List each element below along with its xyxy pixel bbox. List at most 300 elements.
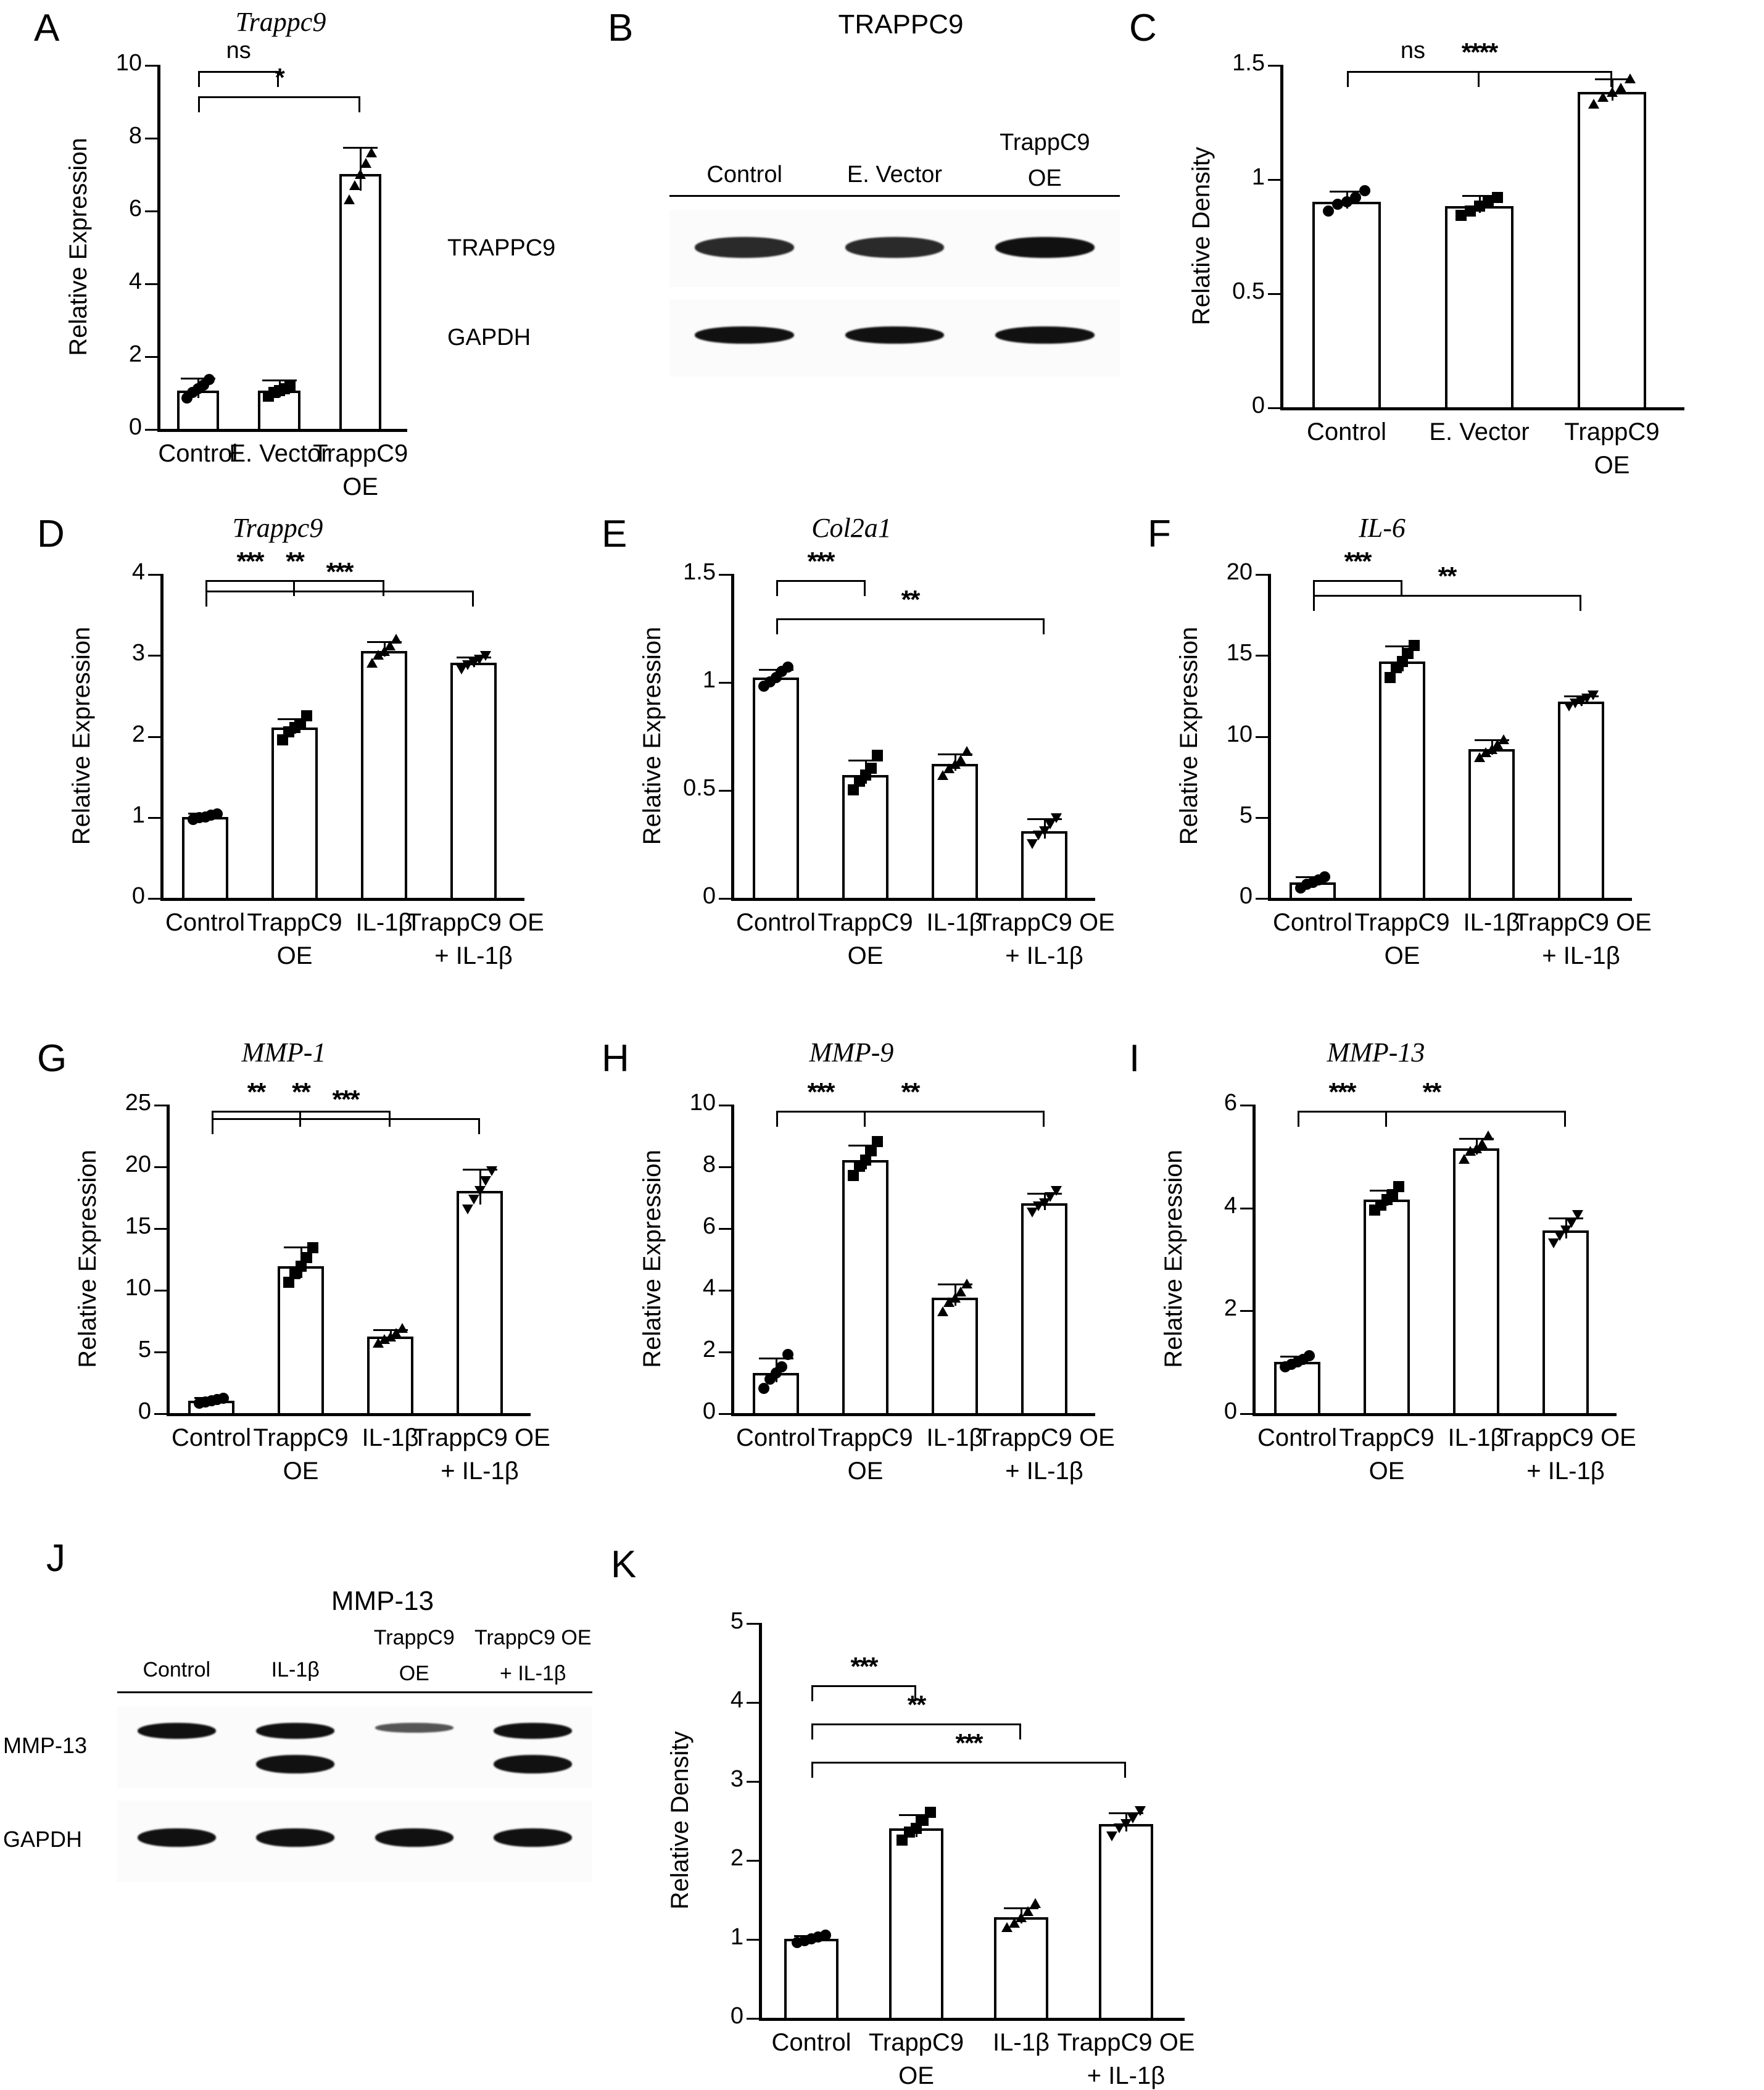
x-tick-label: OE [1594, 452, 1630, 479]
y-tick-label: 2 [730, 1845, 743, 1871]
y-tick-label: 5 [138, 1337, 151, 1362]
blot-band [494, 1755, 572, 1773]
y-tick-mark [719, 1228, 731, 1230]
bar-K-3 [1099, 1824, 1153, 2018]
y-tick-mark [1256, 574, 1268, 576]
data-point [397, 1323, 408, 1333]
panel-letter-G: G [37, 1037, 67, 1080]
y-tick-mark [148, 898, 160, 900]
y-tick-mark [1268, 65, 1280, 67]
y-tick-label: 8 [128, 123, 142, 149]
data-point [344, 194, 355, 204]
x-tick-label: TrappC9 [253, 1424, 349, 1451]
y-tick-mark [148, 655, 160, 657]
bar-C-1 [1445, 206, 1514, 407]
x-tick-label: + IL-1β [1005, 1458, 1083, 1485]
y-tick-mark [148, 574, 160, 576]
y-tick-mark [145, 283, 157, 285]
bar-A-2 [339, 174, 381, 429]
x-tick-label: IL-1β [1447, 1424, 1505, 1451]
y-tick-mark [145, 65, 157, 67]
significance-bracket [205, 591, 474, 607]
x-tick-label: OE [847, 942, 884, 969]
x-tick-label: TrappC9 OE [1498, 1424, 1636, 1451]
x-tick-label: + IL-1β [1087, 2062, 1166, 2089]
y-tick-mark [719, 1166, 731, 1168]
y-tick-label: 2 [702, 1337, 716, 1362]
y-axis-label-K: Relative Density [666, 1731, 694, 1910]
y-tick-label: 5 [730, 1608, 743, 1634]
x-tick-label: E. Vector [229, 440, 329, 467]
y-axis-label-I: Relative Expression [1160, 1150, 1187, 1368]
x-axis-F [1268, 898, 1632, 901]
blot-lane-label: E. Vector [847, 162, 943, 188]
data-point [218, 1393, 229, 1404]
data-point [961, 1279, 972, 1288]
blot-row-label: MMP-13 [3, 1732, 88, 1758]
panel-letter-H: H [602, 1037, 629, 1080]
x-tick-label: + IL-1β [1005, 942, 1083, 969]
data-point [1393, 1181, 1404, 1192]
y-tick-label: 4 [702, 1275, 716, 1301]
x-tick-label: IL-1β [1463, 909, 1520, 936]
data-point [866, 763, 877, 774]
y-tick-mark [1240, 1413, 1253, 1415]
y-tick-label: 0.5 [1232, 278, 1265, 304]
y-tick-mark [719, 1105, 731, 1106]
panel-title-B: TRAPPC9 [838, 9, 964, 39]
panel-title-J: MMP-13 [331, 1586, 434, 1616]
blot-band [256, 1828, 334, 1847]
y-tick-label: 1.5 [1232, 50, 1265, 76]
data-point [212, 808, 223, 819]
data-point [474, 1186, 486, 1196]
x-tick-label: + IL-1β [441, 1458, 519, 1485]
y-tick-mark [145, 138, 157, 139]
y-tick-mark [747, 1860, 759, 1862]
data-point [1359, 185, 1370, 196]
data-point [1483, 1130, 1494, 1140]
significance-label: ** [901, 585, 919, 614]
data-point [468, 1195, 479, 1205]
data-point [776, 1361, 787, 1372]
y-axis-label-A: Relative Expression [65, 138, 92, 356]
bar-F-3 [1558, 702, 1604, 898]
panel-letter-C: C [1129, 7, 1157, 49]
y-tick-mark [719, 1413, 731, 1415]
y-tick-label: 1 [730, 1924, 743, 1950]
blot-divider [669, 195, 1120, 197]
significance-label: *** [850, 1652, 877, 1682]
y-tick-label: 5 [1239, 802, 1253, 828]
y-tick-mark [154, 1228, 167, 1230]
panel-title-G: MMP-1 [241, 1037, 326, 1068]
panel-title-E: Col2a1 [811, 513, 892, 543]
significance-bracket [1347, 71, 1612, 87]
blot-band [256, 1723, 334, 1739]
significance-bracket [1298, 1111, 1566, 1127]
x-tick-label: TrappC9 OE [977, 909, 1115, 936]
x-tick-label: TrappC9 OE [406, 909, 544, 936]
blot-band [995, 326, 1095, 344]
y-tick-label: 6 [1224, 1090, 1237, 1116]
significance-label: *** [332, 1085, 359, 1114]
y-tick-label: 0 [131, 883, 145, 909]
y-tick-mark [747, 2018, 759, 2020]
x-tick-label: TrappC9 [818, 909, 913, 936]
y-tick-mark [747, 1702, 759, 1704]
panel-title-I: MMP-13 [1327, 1037, 1425, 1068]
significance-bracket [776, 618, 1045, 634]
blot-band [138, 1723, 216, 1739]
data-point [1572, 1210, 1583, 1220]
y-tick-mark [1256, 655, 1268, 657]
blot-lane-label: OE [399, 1662, 429, 1685]
y-tick-mark [719, 1290, 731, 1292]
data-point [1319, 871, 1330, 882]
y-axis-label-D: Relative Expression [68, 626, 95, 845]
x-tick-label: Control [165, 909, 245, 936]
panel-letter-K: K [611, 1543, 637, 1586]
x-tick-label: Control [172, 1424, 251, 1451]
y-tick-mark [145, 429, 157, 431]
x-tick-label: Control [771, 2029, 851, 2056]
y-tick-label: 0 [1251, 392, 1265, 418]
bar-G-2 [367, 1337, 413, 1413]
y-tick-mark [154, 1290, 167, 1292]
y-tick-mark [747, 1939, 759, 1941]
significance-label: * [275, 62, 284, 92]
y-tick-mark [145, 210, 157, 212]
y-tick-mark [1256, 817, 1268, 819]
y-tick-label: 1.5 [683, 559, 716, 585]
data-point [486, 1166, 497, 1176]
y-tick-label: 0 [702, 1398, 716, 1424]
bar-G-3 [457, 1191, 503, 1413]
y-tick-label: 4 [131, 559, 145, 585]
panel-title-F: IL-6 [1359, 513, 1406, 543]
bar-H-1 [842, 1160, 888, 1413]
data-point [1051, 813, 1062, 823]
y-tick-label: 10 [125, 1275, 151, 1301]
x-axis-C [1280, 407, 1684, 410]
data-point [782, 1349, 793, 1360]
data-point [301, 710, 312, 721]
y-axis-G [167, 1105, 170, 1413]
y-tick-mark [747, 1781, 759, 1783]
data-point [1498, 734, 1509, 744]
blot-band [695, 237, 794, 258]
y-axis-label-G: Relative Expression [74, 1150, 101, 1368]
x-axis-I [1253, 1413, 1617, 1416]
x-tick-label: TrappC9 [1339, 1424, 1435, 1451]
data-point [1492, 192, 1503, 203]
significance-label: *** [1344, 547, 1371, 576]
x-tick-label: OE [1369, 1458, 1405, 1485]
y-tick-label: 8 [702, 1151, 716, 1177]
significance-bracket [776, 1111, 1045, 1127]
x-tick-label: TrappC9 [247, 909, 342, 936]
y-axis-I [1253, 1105, 1256, 1413]
y-tick-label: 0 [1224, 1398, 1237, 1424]
data-point [955, 755, 966, 765]
x-tick-label: E. Vector [1429, 418, 1530, 446]
y-tick-mark [719, 574, 731, 576]
blot-lane-label: OE [1027, 165, 1062, 191]
data-point [480, 651, 491, 661]
y-tick-label: 3 [730, 1766, 743, 1792]
bar-D-3 [450, 663, 497, 898]
y-tick-label: 2 [131, 721, 145, 747]
blot-band [138, 1828, 216, 1847]
y-tick-label: 1 [1251, 164, 1265, 190]
panel-letter-D: D [37, 513, 65, 555]
y-tick-mark [145, 356, 157, 358]
blot-band [494, 1828, 572, 1847]
panel-letter-I: I [1129, 1037, 1140, 1080]
blot-band [256, 1755, 334, 1773]
significance-label: *** [236, 547, 263, 576]
blot-lane-label: TrappC9 OE [474, 1626, 592, 1649]
panel-letter-E: E [602, 513, 627, 555]
y-tick-mark [1268, 293, 1280, 295]
x-tick-label: Control [736, 909, 816, 936]
y-tick-label: 0 [1239, 883, 1253, 909]
y-tick-mark [154, 1351, 167, 1353]
y-axis-C [1280, 65, 1283, 407]
data-point [1051, 1186, 1062, 1196]
y-tick-label: 0 [138, 1398, 151, 1424]
y-axis-A [157, 65, 160, 429]
significance-label: ** [247, 1077, 265, 1106]
blot-lane-label: Control [706, 162, 782, 188]
bar-F-1 [1379, 661, 1425, 898]
y-tick-label: 6 [128, 196, 142, 222]
bar-K-0 [784, 1939, 839, 2018]
bar-D-2 [361, 651, 407, 898]
data-point [366, 147, 377, 157]
y-tick-label: 1 [131, 802, 145, 828]
y-tick-label: 4 [128, 268, 142, 294]
significance-label: *** [807, 1077, 834, 1106]
panel-title-D: Trappc9 [232, 513, 323, 543]
y-tick-mark [719, 1351, 731, 1353]
blot-lane-label: IL-1β [271, 1658, 320, 1682]
data-point [925, 1807, 936, 1818]
data-point [462, 1205, 473, 1214]
y-axis-K [759, 1623, 762, 2018]
significance-label: *** [326, 557, 353, 586]
y-axis-D [160, 574, 164, 898]
data-point [872, 750, 883, 761]
data-point [355, 169, 366, 179]
blot-row-background [117, 1706, 592, 1788]
data-point [1615, 83, 1626, 93]
bar-H-3 [1021, 1203, 1067, 1413]
x-axis-E [731, 898, 1095, 901]
data-point [961, 746, 972, 756]
x-tick-label: Control [1273, 909, 1352, 936]
y-tick-label: 0 [702, 883, 716, 909]
x-tick-label: OE [898, 2062, 934, 2089]
significance-label: *** [955, 1728, 982, 1758]
blot-row-label: GAPDH [447, 324, 531, 350]
data-point [1030, 1898, 1041, 1908]
blot-row-label: TRAPPC9 [447, 234, 556, 261]
bar-G-1 [278, 1266, 324, 1413]
y-axis-label-E: Relative Expression [639, 626, 666, 845]
bar-K-1 [889, 1828, 943, 2018]
y-tick-mark [1268, 407, 1280, 409]
bar-I-1 [1364, 1200, 1410, 1413]
y-tick-label: 10 [115, 50, 142, 76]
blot-band [995, 237, 1095, 258]
significance-label: ** [292, 1077, 310, 1106]
data-point [782, 661, 793, 673]
x-tick-label: Control [158, 440, 238, 467]
y-tick-label: 10 [689, 1090, 716, 1116]
blot-band [375, 1828, 453, 1847]
y-tick-label: 15 [125, 1213, 151, 1239]
x-tick-label: IL-1β [993, 2029, 1050, 2056]
x-tick-label: + IL-1β [1542, 942, 1620, 969]
bar-I-3 [1542, 1230, 1589, 1413]
significance-label: *** [1328, 1077, 1356, 1106]
data-point [872, 1136, 883, 1147]
y-tick-mark [1240, 1208, 1253, 1209]
data-point [349, 180, 360, 190]
y-tick-label: 25 [125, 1090, 151, 1116]
x-tick-label: TrappC9 [868, 2029, 964, 2056]
y-tick-mark [148, 817, 160, 819]
panel-letter-B: B [608, 7, 634, 49]
y-tick-mark [1240, 1310, 1253, 1312]
y-axis-H [731, 1105, 734, 1413]
x-tick-label: OE [276, 942, 313, 969]
significance-bracket [212, 1118, 480, 1134]
data-point [1304, 1350, 1315, 1361]
x-tick-label: TrappC9 [1354, 909, 1450, 936]
x-tick-label: TrappC9 OE [412, 1424, 550, 1451]
y-tick-label: 0 [730, 2003, 743, 2029]
blot-band [845, 326, 945, 344]
bar-I-2 [1453, 1148, 1499, 1413]
x-tick-label: TrappC9 OE [1513, 909, 1652, 936]
y-axis-label-F: Relative Expression [1175, 626, 1203, 845]
significance-label: ** [901, 1077, 919, 1106]
x-tick-label: IL-1β [355, 909, 413, 936]
blot-lane-label: + IL-1β [500, 1662, 566, 1685]
bar-K-2 [994, 1917, 1048, 2018]
significance-bracket [198, 96, 360, 112]
y-tick-label: 20 [125, 1151, 151, 1177]
x-tick-label: IL-1β [362, 1424, 419, 1451]
x-tick-label: TrappC9 OE [1057, 2029, 1195, 2056]
x-tick-label: Control [1257, 1424, 1337, 1451]
bar-E-0 [753, 678, 799, 898]
bar-F-2 [1468, 749, 1515, 898]
panel-letter-A: A [34, 7, 60, 49]
y-tick-label: 20 [1226, 559, 1253, 585]
data-point [758, 1383, 769, 1394]
y-tick-mark [154, 1413, 167, 1415]
data-point [1385, 672, 1396, 683]
blot-band [695, 326, 794, 344]
blot-band [845, 237, 945, 258]
data-point [391, 634, 402, 644]
data-point [937, 1306, 948, 1316]
x-tick-label: Control [736, 1424, 816, 1451]
y-tick-label: 2 [1224, 1295, 1237, 1322]
y-tick-label: 6 [702, 1213, 716, 1239]
x-tick-label: Control [1307, 418, 1386, 446]
y-tick-label: 10 [1226, 721, 1253, 747]
y-tick-mark [719, 898, 731, 900]
panel-title-A: Trappc9 [235, 7, 326, 37]
x-tick-label: TrappC9 [313, 440, 408, 467]
x-tick-label: OE [847, 1458, 884, 1485]
significance-label: ns [1400, 38, 1426, 64]
bar-D-1 [271, 728, 318, 898]
data-point [307, 1242, 318, 1253]
y-axis-F [1268, 574, 1271, 898]
y-tick-mark [719, 682, 731, 684]
x-tick-label: TrappC9 OE [977, 1424, 1115, 1451]
y-axis-label-C: Relative Density [1188, 147, 1215, 326]
y-tick-mark [1256, 898, 1268, 900]
x-axis-G [167, 1413, 531, 1416]
y-tick-label: 4 [730, 1687, 743, 1713]
x-axis-D [160, 898, 524, 901]
y-tick-label: 1 [702, 667, 716, 693]
data-point [480, 1176, 491, 1186]
data-point [1625, 73, 1636, 83]
data-point [301, 1252, 312, 1263]
bar-C-2 [1578, 92, 1647, 407]
y-axis-E [731, 574, 734, 898]
data-point [1588, 690, 1599, 700]
y-tick-mark [719, 790, 731, 792]
y-tick-label: 15 [1226, 640, 1253, 666]
y-tick-label: 2 [128, 341, 142, 367]
y-tick-mark [154, 1166, 167, 1168]
x-tick-label: OE [1384, 942, 1420, 969]
blot-lane-label: TrappC9 [373, 1626, 455, 1649]
blot-row-label: GAPDH [3, 1827, 83, 1852]
x-tick-label: TrappC9 [818, 1424, 913, 1451]
significance-label: ** [1438, 561, 1456, 591]
data-point [1409, 640, 1420, 651]
significance-bracket [1313, 595, 1581, 611]
y-tick-mark [1268, 179, 1280, 181]
bar-C-0 [1312, 202, 1381, 407]
x-axis-A [157, 429, 407, 432]
panel-letter-F: F [1148, 513, 1171, 555]
y-tick-mark [1240, 1105, 1253, 1106]
data-point [820, 1930, 831, 1941]
x-axis-H [731, 1413, 1095, 1416]
y-tick-label: 0.5 [683, 775, 716, 801]
significance-label: **** [1461, 38, 1497, 67]
data-point [360, 158, 371, 168]
y-tick-mark [154, 1105, 167, 1106]
panel-letter-J: J [46, 1537, 65, 1580]
panel-title-H: MMP-9 [809, 1037, 894, 1068]
x-tick-label: OE [283, 1458, 319, 1485]
y-tick-mark [1256, 736, 1268, 738]
y-axis-label-H: Relative Expression [639, 1150, 666, 1368]
x-tick-label: TrappC9 [1564, 418, 1660, 446]
